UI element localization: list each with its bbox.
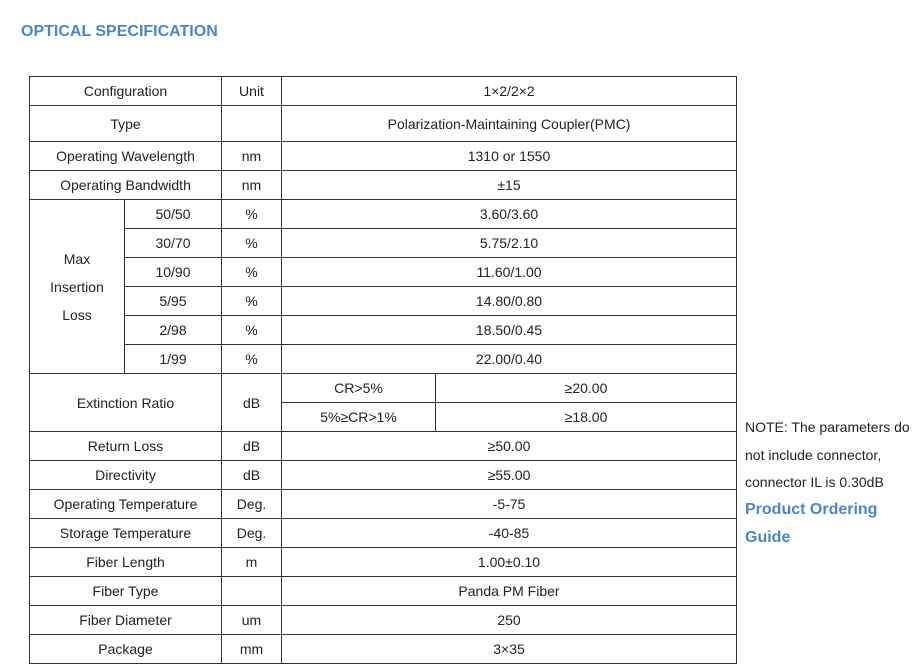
il-value: 5.75/2.10 xyxy=(282,229,737,258)
table-row xyxy=(30,577,737,606)
il-value: 22.00/0.40 xyxy=(282,345,737,374)
configuration-label: Configuration xyxy=(30,77,222,106)
wavelength-unit: nm xyxy=(222,142,282,171)
wavelength-label: Operating Wavelength xyxy=(30,142,222,171)
table-row xyxy=(30,258,737,287)
fiber-diameter-label: Fiber Diameter xyxy=(30,606,222,635)
table-row xyxy=(30,316,737,345)
il-value: 11.60/1.00 xyxy=(282,258,737,287)
note-text: NOTE: The parameters do not include connector, connector IL is 0.30dB xyxy=(745,419,910,490)
wavelength-value: 1310 or 1550 xyxy=(282,142,737,171)
insertion-loss-label xyxy=(30,200,125,374)
table-row xyxy=(30,171,737,200)
il-ratio: 50/50 xyxy=(125,200,222,229)
extinction-value: ≥20.00 xyxy=(436,374,737,403)
il-unit: % xyxy=(222,345,282,374)
extinction-label: Extinction Ratio xyxy=(30,374,222,432)
il-unit: % xyxy=(222,258,282,287)
table-row xyxy=(30,548,737,577)
op-temp-unit: Deg. xyxy=(222,490,282,519)
product-ordering-guide-link[interactable]: Product Ordering Guide xyxy=(745,501,878,546)
extinction-unit: dB xyxy=(222,374,282,432)
storage-temp-label: Storage Temperature xyxy=(30,519,222,548)
il-value: 18.50/0.45 xyxy=(282,316,737,345)
table-row xyxy=(30,229,737,258)
extinction-condition: 5%≥CR>1% xyxy=(282,403,436,432)
table-row xyxy=(30,519,737,548)
il-unit: % xyxy=(222,316,282,345)
table-row xyxy=(30,432,737,461)
op-temp-value: -5-75 xyxy=(282,490,737,519)
table-row xyxy=(30,490,737,519)
package-label: Package xyxy=(30,635,222,664)
il-ratio: 5/95 xyxy=(125,287,222,316)
fiber-length-value: 1.00±0.10 xyxy=(282,548,737,577)
type-unit xyxy=(222,106,282,142)
directivity-unit: dB xyxy=(222,461,282,490)
bandwidth-unit: nm xyxy=(222,171,282,200)
table-row xyxy=(30,142,737,171)
optical-spec-table xyxy=(29,76,737,664)
op-temp-label: Operating Temperature xyxy=(30,490,222,519)
table-row xyxy=(30,77,737,106)
insertion-loss-label-line: Loss xyxy=(62,306,92,323)
il-value: 14.80/0.80 xyxy=(282,287,737,316)
table-row xyxy=(30,106,737,142)
storage-temp-value: -40-85 xyxy=(282,519,737,548)
il-ratio: 1/99 xyxy=(125,345,222,374)
il-value: 3.60/3.60 xyxy=(282,200,737,229)
table-row xyxy=(30,461,737,490)
type-value: Polarization-Maintaining Coupler(PMC) xyxy=(282,106,737,142)
table-row xyxy=(30,200,737,229)
insertion-loss-label-line: Insertion xyxy=(50,278,104,295)
package-value: 3×35 xyxy=(282,635,737,664)
extinction-value: ≥18.00 xyxy=(436,403,737,432)
bandwidth-value: ±15 xyxy=(282,171,737,200)
fiber-length-label: Fiber Length xyxy=(30,548,222,577)
package-unit: mm xyxy=(222,635,282,664)
table-row xyxy=(30,287,737,316)
fiber-type-unit xyxy=(222,577,282,606)
extinction-condition: CR>5% xyxy=(282,374,436,403)
page-title: OPTICAL SPECIFICATION xyxy=(21,23,218,40)
type-label: Type xyxy=(30,106,222,142)
fiber-type-label: Fiber Type xyxy=(30,577,222,606)
bandwidth-label: Operating Bandwidth xyxy=(30,171,222,200)
il-unit: % xyxy=(222,229,282,258)
table-row xyxy=(30,374,737,403)
return-loss-value: ≥50.00 xyxy=(282,432,737,461)
directivity-label: Directivity xyxy=(30,461,222,490)
il-ratio: 10/90 xyxy=(125,258,222,287)
il-unit: % xyxy=(222,200,282,229)
il-ratio: 30/70 xyxy=(125,229,222,258)
configuration-value: 1×2/2×2 xyxy=(282,77,737,106)
storage-temp-unit: Deg. xyxy=(222,519,282,548)
unit-header: Unit xyxy=(222,77,282,106)
table-row xyxy=(30,635,737,664)
return-loss-unit: dB xyxy=(222,432,282,461)
directivity-value: ≥55.00 xyxy=(282,461,737,490)
return-loss-label: Return Loss xyxy=(30,432,222,461)
fiber-type-value: Panda PM Fiber xyxy=(282,577,737,606)
insertion-loss-label-line: Max xyxy=(63,250,91,267)
table-row xyxy=(30,606,737,635)
fiber-length-unit: m xyxy=(222,548,282,577)
il-unit: % xyxy=(222,287,282,316)
il-ratio: 2/98 xyxy=(125,316,222,345)
fiber-diameter-value: 250 xyxy=(282,606,737,635)
fiber-diameter-unit: um xyxy=(222,606,282,635)
table-row xyxy=(30,345,737,374)
